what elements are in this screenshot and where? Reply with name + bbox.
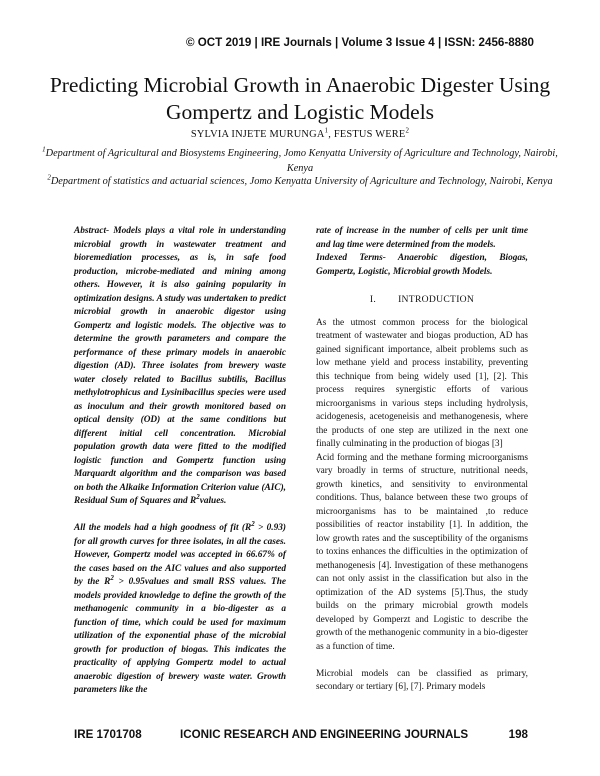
footer-journal-name: ICONIC RESEARCH AND ENGINEERING JOURNALS [180, 728, 469, 741]
intro-paragraph-2: Acid forming and the methane forming microorganisms vary broadly in terms of structure, nutritional needs, growth kinetics, and sensitivity to environmental conditions. Thus, balance between these two groups of microorganisms has to be maintained ,to reduce possibilities of reactor instability [1]. In addition, the low growth rates and the susceptibility of the organisms to toxins enhances the difficulties in the optimization of methanogenesis [4]. Investigation of these methanogens can not only assist in the classification but also in the optimization of the AD systems [5].Thus, the study builds on the primary microbial growth models developed by Gomperzt and Logistic to describe the growth of the methanogenic community in a bio-digester as a function of time. [316, 452, 528, 652]
abstract-p2-superscript-1: 2 [251, 519, 255, 528]
abstract-paragraph-3: rate of increase in the number of cells per unit time and lag time were determined from the models. [316, 226, 528, 250]
section-title: INTRODUCTION [398, 294, 475, 305]
author-separator: , [328, 129, 334, 140]
paper-title [40, 72, 560, 126]
abstract-p1-text: Abstract- Models plays a vital role in understanding microbial growth in wastewater treatment and bioremediation processes, as is, in safe food production, microbe-mediated and mining among others. However, it is also gaining popularity in optimization designs. A study was undertaken to predict microbial growth in anaerobic digestor using Gompertz and logistic models. The objective was to determine the growth parameters and compare the performance of these primary models in anaerobic digestion (AD). Three isolates from brewery waste water closely related to Bacillus subtilis, Bacillus methylotrophicus and Lysinibacillus species were used as inoculum and their growth monitored based on optical density (OD) at the same conditions but different initial cell concentration. Microbial population growth data were fitted to the modified logistic function and Gompertz function using Marquardt algorithm and the comparison was based on both the Alkaike Information Criterion value (AIC), Residual Sum of Squares and R [74, 226, 286, 506]
intro-paragraph-1: As the utmost common process for the biological treatment of wastewater and biogas production, AD has gained significant importance, albeit problems such as low methane yield and process instability, preventing this technique from being widely used [1], [2]. This process requires synergistic efforts of various microorganisms in various steps including hydrolysis, acidogenesis, acetogeneisis and methanogenesis, where the products of one step are utilized in the next one finally culminating in the production of biogas [3] [316, 317, 528, 449]
affiliation-1-text: Department of Agricultural and Biosystems Engineering, Jomo Kenyatta University of Agriculture and Technology, Nairobi, Kenya [45, 148, 558, 174]
title-line-2: Gompertz and Logistic Models [165, 100, 435, 124]
journal-header: © OCT 2019 | IRE Journals | Volume 3 Issue 4 | ISSN: 2456-8880 [186, 36, 534, 49]
abstract-p2-text-a: All the models had a high goodness of fit (R [74, 523, 252, 533]
affiliation-1-mark: 1 [42, 145, 46, 154]
abstract-p2-text-c: > 0.95values and small RSS values. The models provided knowledge to define the growth of the methanogenic community in a bio-digester as a function of time, which could be used for maximum utilization of the exponential phase of the microbial growth for production of biogas. This indicates the practicality of applying Gompertz model to actual anaerobic digestion of brewery waste water. Growth parameters like the [74, 577, 286, 695]
section-heading-introduction [316, 293, 528, 307]
right-column [316, 225, 528, 695]
affiliation-2-text: Department of statistics and actuarial sciences, Jomo Kenyatta University of Agriculture and Technology, Nairobi, Kenya [50, 176, 553, 187]
author-2-affil-mark: 2 [405, 126, 410, 135]
title-line-1: Predicting Microbial Growth in Anaerobic Digester Using [49, 73, 551, 97]
abstract-p1-tail: values. [199, 496, 227, 506]
affiliation-2-mark: 2 [47, 173, 51, 182]
intro-paragraph-3: Microbial models can be classified as primary, secondary or tertiary [6], [7]. Primary models [316, 668, 528, 692]
abstract-p1-superscript: 2 [196, 492, 200, 501]
author-1: SYLVIA INJETE MURUNGA [190, 129, 325, 140]
index-terms: Indexed Terms- Anaerobic digestion, Biogas, Gompertz, Logistic, Microbial growth Models. [316, 253, 528, 277]
affiliation-2 [40, 174, 560, 189]
section-number: I. [369, 294, 377, 305]
author-list [40, 126, 560, 140]
author-1-affil-mark: 1 [324, 126, 329, 135]
footer-page-number: 198 [508, 728, 528, 741]
left-column [74, 225, 286, 698]
footer-paper-id: IRE 1701708 [74, 728, 142, 741]
abstract-paragraph-1 [74, 225, 286, 509]
abstract-p2-superscript-2: 2 [110, 573, 114, 582]
affiliation-1 [40, 146, 560, 176]
author-2: FESTUS WERE [333, 129, 406, 140]
abstract-paragraph-2 [74, 519, 287, 698]
abstract-p2-text-b: > 0.93) for all growth curves for three isolates, in all the cases. However, Gompertz model was accepted in 66.67% of the cases based on the AIC values and also supported by the R [74, 523, 287, 587]
